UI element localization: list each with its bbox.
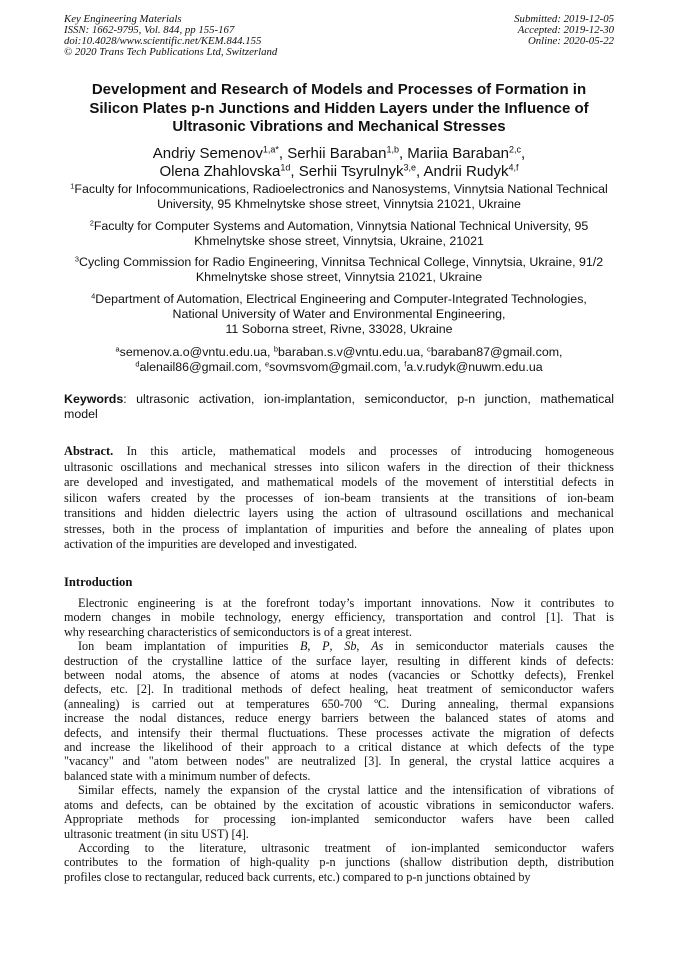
affiliation-line [40,307,638,322]
abstract-line [64,491,614,507]
abstract-line [64,506,614,522]
author-line [40,163,638,181]
affiliation-line [40,182,638,197]
abstract-text: are developed and investigated, and mathematical models of the movement of interstitial defects in [64,475,614,489]
text-segment: , [329,639,345,654]
superscript: 1d [280,162,291,173]
abstract-line [64,460,614,476]
superscript: 1,a* [262,144,279,155]
affiliation-line [40,322,638,337]
abstract-line [64,475,614,491]
paragraph-line: atoms and defects, can be obtained by the excitation of acoustic vibrations in semiconductor wafers. [64,797,614,812]
text-segment: , [521,145,526,162]
superscript: a [115,344,120,354]
text-segment: baraban87@gmail.com, [430,345,563,359]
title-line: Development and Research of Models and Processes of Formation in [91,81,587,98]
superscript: d [135,359,140,369]
text-segment: , Andrii Rudyk [415,163,509,180]
paragraph-line: contributes to the formation of high-quality p-n junctions (shallow distribution depth, distribution [64,855,614,870]
affiliation-line [40,255,638,270]
paragraph-line [64,639,614,653]
paragraph [64,596,614,639]
paragraph-line: balanced state with a minimum number of defects. [64,768,311,783]
journal-info [64,14,277,58]
affiliation-1 [40,182,638,212]
abstract-text: In this article, mathematical models and processes of introducing homogeneous [113,444,614,458]
superscript: 1,b [386,144,399,155]
text-segment: 11 Soborna street, Rivne, 33028, Ukraine [225,322,453,336]
abstract-text: stresses, both in the process of implantation of impurities and before the annealing of plates upon [64,521,614,536]
superscript: 1 [70,181,75,191]
paragraph-line: destruction of the crystalline lattice of the surface layer, resulting in different kinds of defects: [64,653,614,668]
text-segment: Khmelnytske shose street, Vinnytsia 21021, Ukraine [195,270,483,284]
submission-dates [514,14,614,47]
superscript: 3 [74,254,79,264]
keywords [64,392,614,422]
abstract-line [64,444,614,460]
superscript: 4 [91,291,96,301]
text-segment: Andriy Semenov [152,145,263,162]
text-segment: sovmsvom@gmail.com, [269,360,405,374]
paragraph [64,783,614,841]
date-line: Accepted: 2019-12-30 [517,24,614,36]
text-segment: Khmelnytske shose street, Vinnytsia, Ukraine, 21021 [194,234,484,248]
paragraph-line: Appropriate methods for processing ion-implanted semiconductor wafers have been called [64,812,614,827]
text-segment: a.v.rudyk@nuwm.edu.ua [406,360,543,374]
text-segment: alenail86@gmail.com, [139,360,265,374]
affiliation-line [40,270,638,285]
section-heading-introduction: Introduction [64,575,133,589]
text-segment: semenov.a.o@vntu.edu.ua, [119,345,274,359]
paragraph-line: profiles close to rectangular, reduced back currents, etc.) compared to p-n junctions obtained by [64,869,531,884]
paragraph-line: defects, etc. [2]. In traditional methods of defect healing, heat treatment of semiconductor wafers [64,682,614,697]
superscript: b [273,344,279,354]
author-line [40,145,638,163]
abstract-text: activation of the impurities are developed and investigated. [64,537,358,551]
keywords-text: model [64,407,98,421]
text-segment: , Serhii Tsyrulnyk [290,163,404,180]
text-segment: Faculty for Infocommunications, Radioelectronics and Nanosystems, Vinnytsia National Technical [74,182,608,196]
affiliation-2 [40,219,638,249]
journal-info-line: ISSN: 1662-9795, Vol. 844, pp 155-167 [64,24,235,36]
title-line: Silicon Plates p-n Junctions and Hidden Layers under the Influence of [89,99,589,117]
text-segment: Ion beam implantation of impurities [78,639,300,654]
superscript: 2,c [509,144,522,155]
affiliation-line [40,219,638,234]
title-line: Ultrasonic Vibrations and Mechanical Stresses [172,118,506,135]
text-segment: baraban.s.v@vntu.edu.ua, [278,345,428,359]
journal-info-line: Key Engineering Materials [64,13,182,25]
text-segment: Olena Zhahlovska [159,163,281,180]
author-list [40,145,638,181]
abstract-text: ultrasonic oscillations and mechanical stresses into silicon wafers in the direction of their thickness [64,459,614,474]
journal-info-line: doi:10.4028/www.scientific.net/KEM.844.155 [64,35,262,47]
text-segment: , [307,639,323,654]
text-segment: Department of Automation, Electrical Engineering and Computer-Integrated Technologies, [95,292,587,306]
keywords-label: Keywords [64,392,124,406]
italic-text: P [322,639,330,654]
superscript: 2 [89,218,94,228]
paper-title [40,81,638,137]
text-segment: , [356,639,372,654]
date-line: Online: 2020-05-22 [527,35,614,47]
date-line: Submitted: 2019-12-05 [514,13,614,25]
paragraph-line: defects, and intensify their thermal fluctuations. These processes activate the migration of defects [64,725,614,740]
paragraph [64,639,614,783]
superscript: e [265,359,270,369]
affiliation-line [40,360,638,375]
paragraph-line: According to the literature, ultrasonic treatment of ion-implanted semiconductor wafers [78,840,614,855]
affiliation-line [40,197,638,212]
affiliation-line [40,234,638,249]
email-list [40,345,638,375]
text-segment: Cycling Commission for Radio Engineering, Vinnitsa Technical College, Vinnytsia, Ukraine, 91/2 [79,255,604,269]
text-segment: in semiconductor materials causes the [383,639,615,654]
affiliation-line [40,292,638,307]
paragraph-line: and increase the likelihood of their approach to a critical distance at which defects of the type [64,740,614,755]
italic-text: As [371,639,384,654]
journal-info-line: © 2020 Trans Tech Publications Ltd, Switzerland [64,46,278,58]
abstract-text: transitions and hidden dielectric layers using the action of ultrasound oscillations and mechanical [64,506,614,520]
superscript: 4,f [508,162,519,173]
abstract [64,444,614,553]
introduction-body [64,596,614,884]
text-segment: University, 95 Khmelnytske shose street, Vinnytsia 21021, Ukraine [157,197,521,211]
italic-text: B [299,639,308,654]
paragraph-line: "vacancy" and "atom between nodes" are neutralized [3]. In general, the crystal lattice acquires a [64,754,614,769]
paragraph-line: (annealing) is carried out at temperatures 650-700 ºC. During annealing, thermal expansions [64,696,614,711]
keywords-text: : ultrasonic activation, ion-implantation, semiconductor, p-n junction, mathematical [123,392,614,406]
abstract-line [64,522,614,538]
superscript: f [404,359,407,369]
paragraph-line: Electronic engineering is at the forefront today’s important innovations. Now it contributes to [78,596,614,610]
italic-text: Sb [344,639,357,654]
abstract-text: silicon wafers created by the processes of ion-beam transients at the transitions of ion-beam [64,490,614,505]
paragraph-line: increase the nodal distances, reduce energy barriers between the balanced states of atoms and [64,711,614,726]
affiliation-3 [40,255,638,285]
paragraph-line: between nodal atoms, the absence of atoms at nodes (vacancies or Schottky defects), Frenkel [64,668,614,683]
text-segment: Faculty for Computer Systems and Automation, Vinnytsia National Technical University, 95 [93,219,589,233]
text-segment: National University of Water and Environmental Engineering, [172,307,506,321]
paragraph-line: ultrasonic treatment (in situ UST) [4]. [64,826,249,841]
superscript: 3,e [403,162,416,173]
text-segment: , Serhii Baraban [278,145,387,162]
affiliation-line [40,345,638,360]
paragraph [64,841,614,884]
paragraph-line: why researching characteristics of semiconductors is of a great interest. [64,624,412,639]
text-segment: , Mariia Baraban [398,145,510,162]
paragraph-line: Similar effects, namely the expansion of the crystal lattice and the intensification of vibrations of [78,783,614,798]
abstract-label: Abstract. [64,444,114,458]
paragraph-line: modern changes in mobile technology, energy efficiency, transportation and control [1]. That is [64,610,614,625]
abstract-line [64,537,614,553]
superscript: c [427,344,431,354]
affiliation-4 [40,292,638,337]
